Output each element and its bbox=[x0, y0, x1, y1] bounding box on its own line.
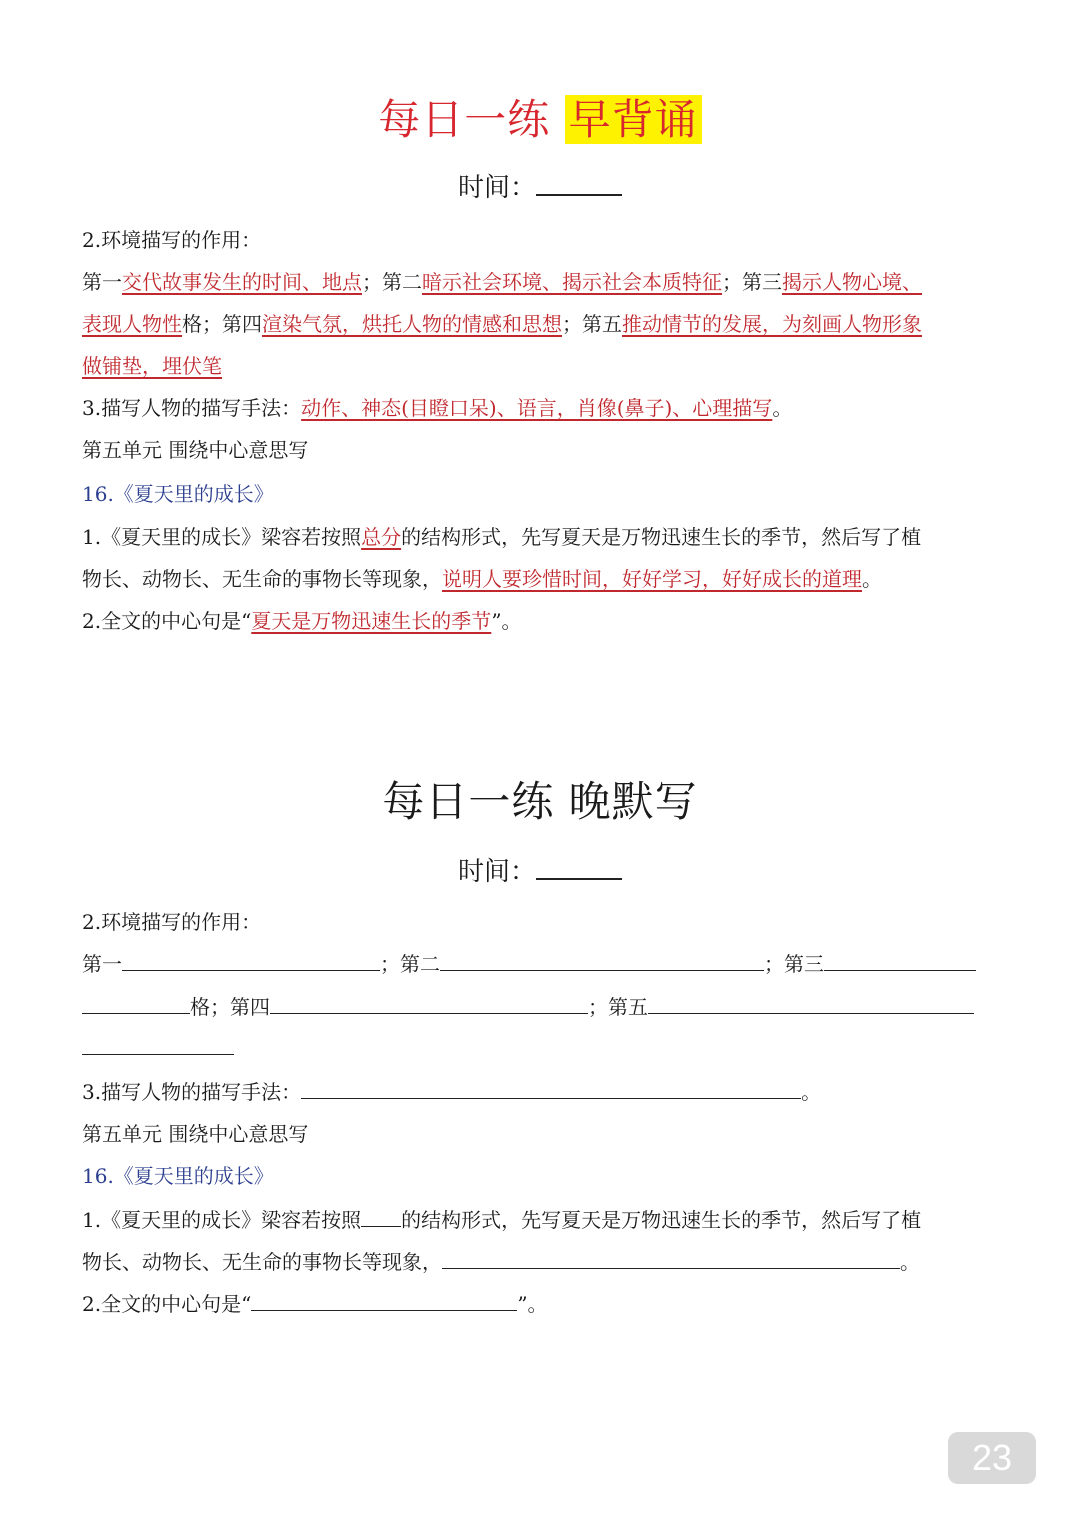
evening-q2-line2 bbox=[82, 993, 998, 1021]
morning-time-row bbox=[0, 170, 1080, 206]
evening-p1-line2-blank[interactable] bbox=[442, 1248, 900, 1269]
evening-p2 bbox=[82, 1290, 998, 1318]
morning-p2-answer: 夏天是万物迅速生长的季节 bbox=[251, 609, 492, 633]
morning-title bbox=[0, 92, 1080, 148]
morning-q2-answer5a: 推动情节的发展，为刻画人物形象 bbox=[622, 312, 922, 336]
evening-p1-line2-end: 。 bbox=[900, 1250, 920, 1274]
evening-q2-fifth: ；第五 bbox=[588, 995, 648, 1019]
morning-p2-pre: 2.全文的中心句是“ bbox=[82, 609, 252, 633]
evening-p1-blank[interactable] bbox=[361, 1206, 401, 1227]
evening-q3-label: 3.描写人物的描写手法： bbox=[82, 1080, 302, 1104]
evening-q2-label: 2.环境描写的作用： bbox=[82, 910, 262, 934]
evening-time-blank[interactable] bbox=[536, 856, 622, 880]
evening-q3-blank[interactable] bbox=[301, 1078, 801, 1099]
morning-q2-second: ；第二 bbox=[362, 270, 422, 294]
morning-p1-pre: 1.《夏天里的成长》梁容若按照 bbox=[82, 525, 362, 549]
evening-p1-post: 的结构形式，先写夏天是万物迅速生长的季节，然后写了植 bbox=[401, 1208, 922, 1232]
morning-title-prefix: 每日一练 bbox=[378, 95, 551, 144]
morning-q2-line1 bbox=[82, 268, 998, 296]
morning-q2-answer5b: 做铺垫，埋伏笔 bbox=[82, 354, 222, 378]
morning-q2-answer1: 交代故事发生的时间、地点 bbox=[122, 270, 362, 294]
morning-q2-answer4: 渲染气氛，烘托人物的情感和思想 bbox=[262, 312, 562, 336]
evening-title: 每日一练 晚默写 bbox=[382, 777, 698, 826]
evening-p2-blank[interactable] bbox=[251, 1290, 517, 1311]
morning-q2-third: ；第三 bbox=[722, 270, 782, 294]
evening-p2-pre: 2.全文的中心句是“ bbox=[82, 1292, 252, 1316]
page-number-badge: 23 bbox=[948, 1432, 1036, 1484]
morning-p1-line2 bbox=[82, 565, 998, 593]
evening-lesson-title: 16.《夏天里的成长》 bbox=[82, 1164, 274, 1188]
evening-q3 bbox=[82, 1078, 998, 1106]
morning-p1-answer: 总分 bbox=[361, 525, 402, 549]
evening-q2-blank4[interactable] bbox=[270, 993, 588, 1014]
morning-q2-answer3a: 揭示人物心境、 bbox=[782, 270, 922, 294]
morning-time-label: 时间： bbox=[457, 173, 536, 203]
evening-q2-fourth: 格；第四 bbox=[190, 995, 270, 1019]
morning-p1-line2-end: 。 bbox=[862, 567, 882, 591]
morning-q3-label: 3.描写人物的描写手法： bbox=[82, 396, 302, 420]
morning-q2-first: 第一 bbox=[82, 270, 122, 294]
evening-q2-blank2[interactable] bbox=[440, 950, 764, 971]
evening-p1-line2-pre: 物长、动物长、无生命的事物长等现象， bbox=[82, 1250, 442, 1274]
evening-unit-title: 第五单元 围绕中心意思写 bbox=[82, 1122, 309, 1146]
morning-p2 bbox=[82, 607, 998, 635]
evening-p1-line1 bbox=[82, 1206, 998, 1234]
evening-p1-line2 bbox=[82, 1248, 998, 1276]
morning-q2-fourth: 格；第四 bbox=[182, 312, 262, 336]
evening-p1-pre: 1.《夏天里的成长》梁容若按照 bbox=[82, 1208, 362, 1232]
morning-q2-answer2: 暗示社会环境、揭示社会本质特征 bbox=[422, 270, 722, 294]
morning-q3 bbox=[82, 394, 998, 422]
morning-q3-end: 。 bbox=[772, 396, 793, 420]
morning-title-highlight: 早背诵 bbox=[565, 95, 702, 144]
morning-p1-post: 的结构形式，先写夏天是万物迅速生长的季节，然后写了植 bbox=[401, 525, 922, 549]
morning-q2-fifth: ；第五 bbox=[562, 312, 622, 336]
morning-time-blank[interactable] bbox=[536, 172, 622, 196]
evening-q2-blank3b[interactable] bbox=[82, 993, 190, 1014]
evening-q2-second: ；第二 bbox=[380, 952, 440, 976]
morning-q2-answer3b: 表现人物性 bbox=[82, 312, 182, 336]
evening-p2-end: ”。 bbox=[517, 1292, 548, 1316]
morning-p1-line2-answer: 说明人要珍惜时间，好好学习，好好成长的道理 bbox=[442, 567, 862, 591]
evening-time-row bbox=[0, 854, 1080, 890]
morning-q2-line2 bbox=[82, 310, 998, 338]
evening-q2-line1 bbox=[82, 950, 998, 978]
morning-q2-line3 bbox=[82, 352, 998, 380]
morning-q3-answer: 动作、神态(目瞪口呆)、语言，肖像(鼻子)、心理描写 bbox=[301, 396, 773, 420]
evening-q2-blank5b[interactable] bbox=[82, 1034, 234, 1055]
morning-lesson-title: 16.《夏天里的成长》 bbox=[82, 482, 274, 506]
evening-q2-blank3a[interactable] bbox=[824, 950, 976, 971]
morning-unit-title: 第五单元 围绕中心意思写 bbox=[82, 438, 309, 462]
morning-q2-label: 2.环境描写的作用： bbox=[82, 228, 262, 252]
evening-q3-end: 。 bbox=[801, 1080, 822, 1104]
morning-p1-line2-pre: 物长、动物长、无生命的事物长等现象， bbox=[82, 567, 442, 591]
evening-time-label: 时间： bbox=[457, 857, 536, 887]
evening-q2-blank5a[interactable] bbox=[648, 993, 974, 1014]
evening-q2-first: 第一 bbox=[82, 952, 122, 976]
evening-q2-blank1[interactable] bbox=[122, 950, 380, 971]
evening-q2-line3 bbox=[82, 1034, 998, 1062]
morning-p1-line1 bbox=[82, 523, 998, 551]
morning-p2-end: ”。 bbox=[491, 609, 522, 633]
evening-q2-third: ；第三 bbox=[764, 952, 824, 976]
